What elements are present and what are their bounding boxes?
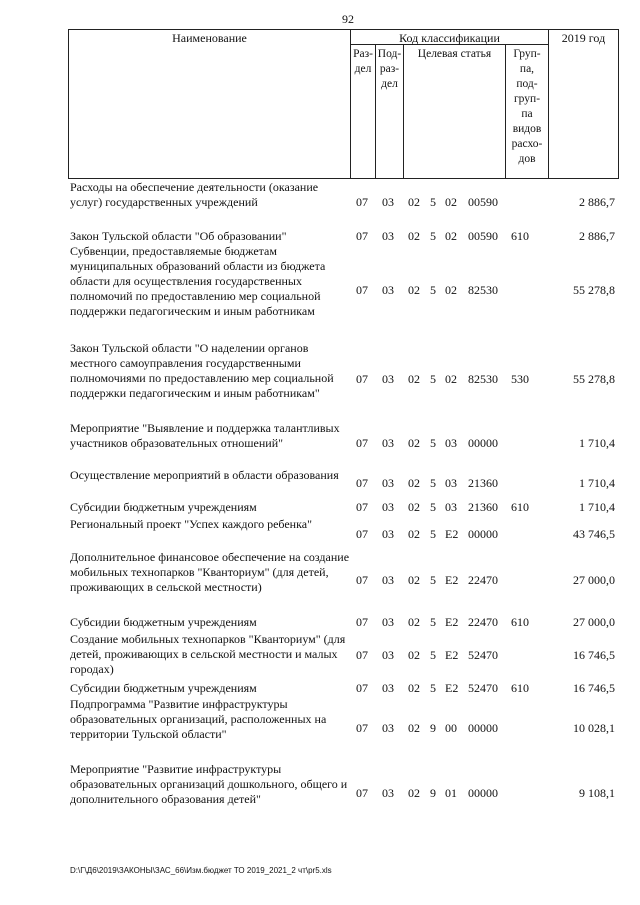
row-name: Закон Тульской области "Об образовании": [70, 229, 287, 243]
row-vid: 610: [511, 615, 529, 629]
row-name: Субвенции, предоставляемые бюджетам муниципальных образований области из бюджета области для осуществления государственных полномочий по предоставлению мер социальной поддержки педагогическим и иным работникам: [70, 244, 326, 318]
row-cs4: 21360: [468, 476, 498, 490]
row-cs3: 01: [445, 786, 457, 800]
row-cs1: 02: [408, 436, 420, 450]
row-cs1: 02: [408, 476, 420, 490]
row-cs1: 02: [408, 195, 420, 209]
row-amount: 1 710,4: [579, 476, 615, 490]
row-cs4: 00000: [468, 786, 498, 800]
row-cs2: 5: [430, 573, 436, 587]
row-podrazdel: 03: [382, 500, 394, 514]
row-razdel: 07: [356, 436, 368, 450]
row-amount: 16 746,5: [573, 648, 615, 662]
header-subsection: Под- раз- дел: [377, 48, 402, 90]
row-razdel: 07: [356, 615, 368, 629]
row-cs2: 9: [430, 721, 436, 735]
row-name: Субсидии бюджетным учреждениям: [70, 500, 257, 514]
row-amount: 55 278,8: [573, 372, 615, 386]
row-cs1: 02: [408, 648, 420, 662]
row-podrazdel: 03: [382, 681, 394, 695]
row-cs1: 02: [408, 372, 420, 386]
row-cs4: 21360: [468, 500, 498, 514]
row-vid: 610: [511, 229, 529, 243]
row-cs3: E2: [445, 573, 459, 587]
row-cs2: 5: [430, 195, 436, 209]
row-name: Осуществление мероприятий в области образования: [70, 468, 339, 482]
row-cs3: 03: [445, 476, 457, 490]
row-cs1: 02: [408, 615, 420, 629]
row-podrazdel: 03: [382, 436, 394, 450]
row-amount: 10 028,1: [573, 721, 615, 735]
row-cs1: 02: [408, 721, 420, 735]
row-cs2: 5: [430, 681, 436, 695]
row-cs3: 02: [445, 372, 457, 386]
row-amount: 43 746,5: [573, 527, 615, 541]
row-podrazdel: 03: [382, 786, 394, 800]
row-cs3: E2: [445, 615, 459, 629]
row-razdel: 07: [356, 573, 368, 587]
row-cs4: 00590: [468, 229, 498, 243]
row-cs4: 52470: [468, 648, 498, 662]
page-number: 92: [342, 12, 354, 26]
row-amount: 16 746,5: [573, 681, 615, 695]
row-podrazdel: 03: [382, 648, 394, 662]
row-cs4: 82530: [468, 372, 498, 386]
row-cs4: 82530: [468, 283, 498, 297]
row-cs1: 02: [408, 786, 420, 800]
row-podrazdel: 03: [382, 573, 394, 587]
row-razdel: 07: [356, 476, 368, 490]
row-cs3: E2: [445, 681, 459, 695]
row-vid: 610: [511, 500, 529, 514]
row-cs4: 00000: [468, 527, 498, 541]
row-cs2: 5: [430, 615, 436, 629]
row-name: Закон Тульской области "О наделении органов местного самоуправления государственными полномочиями по предоставлению мер социальной поддержки педагогическим и иным работникам": [70, 341, 334, 400]
row-razdel: 07: [356, 283, 368, 297]
header-target: Целевая статья: [417, 48, 492, 60]
header-year: 2019 год: [561, 31, 606, 45]
row-cs3: 00: [445, 721, 457, 735]
row-cs3: E2: [445, 648, 459, 662]
row-vid: 610: [511, 681, 529, 695]
row-cs3: 02: [445, 195, 457, 209]
row-podrazdel: 03: [382, 229, 394, 243]
row-podrazdel: 03: [382, 527, 394, 541]
row-podrazdel: 03: [382, 721, 394, 735]
row-cs1: 02: [408, 229, 420, 243]
row-cs1: 02: [408, 283, 420, 297]
row-vid: 530: [511, 372, 529, 386]
row-cs4: 00590: [468, 195, 498, 209]
row-podrazdel: 03: [382, 195, 394, 209]
row-cs2: 5: [430, 283, 436, 297]
row-podrazdel: 03: [382, 476, 394, 490]
row-cs4: 22470: [468, 573, 498, 587]
row-cs3: 03: [445, 436, 457, 450]
row-razdel: 07: [356, 195, 368, 209]
row-cs4: 00000: [468, 436, 498, 450]
row-razdel: 07: [356, 681, 368, 695]
header-classification: Код классификации: [399, 31, 500, 45]
row-cs4: 22470: [468, 615, 498, 629]
row-name: Расходы на обеспечение деятельности (оказание услуг) государственных учреждений: [70, 180, 319, 209]
row-cs2: 5: [430, 500, 436, 514]
row-cs4: 00000: [468, 721, 498, 735]
row-amount: 2 886,7: [579, 229, 615, 243]
header-expense-group: Груп- па, под- груп- па видов расхо- дов: [511, 48, 543, 165]
row-name: Субсидии бюджетным учреждениям: [70, 681, 257, 695]
row-amount: 1 710,4: [579, 500, 615, 514]
row-name: Дополнительное финансовое обеспечение на создание мобильных технопарков "Кванториум" (для детей, проживающих в сельской местности): [70, 550, 350, 594]
row-cs3: E2: [445, 527, 459, 541]
row-cs1: 02: [408, 527, 420, 541]
row-razdel: 07: [356, 648, 368, 662]
row-name: Мероприятие "Развитие инфраструктуры образовательных организаций дошкольного, общего и дополнительного образования детей": [70, 762, 348, 806]
row-cs2: 5: [430, 436, 436, 450]
row-amount: 27 000,0: [573, 615, 615, 629]
row-razdel: 07: [356, 786, 368, 800]
row-amount: 1 710,4: [579, 436, 615, 450]
row-cs2: 5: [430, 229, 436, 243]
row-cs2: 5: [430, 372, 436, 386]
row-name: Региональный проект "Успех каждого ребенка": [70, 517, 312, 531]
row-name: Мероприятие "Выявление и поддержка талантливых участников образовательных отношений": [70, 421, 340, 450]
row-cs2: 9: [430, 786, 436, 800]
header-name: Наименование: [172, 31, 247, 45]
row-amount: 27 000,0: [573, 573, 615, 587]
row-cs4: 52470: [468, 681, 498, 695]
row-cs1: 02: [408, 573, 420, 587]
row-name: Создание мобильных технопарков "Кванториум" (для детей, проживающих в сельской местности и малых городах): [70, 632, 346, 676]
row-cs3: 02: [445, 283, 457, 297]
row-razdel: 07: [356, 229, 368, 243]
row-razdel: 07: [356, 372, 368, 386]
row-cs2: 5: [430, 527, 436, 541]
row-cs3: 03: [445, 500, 457, 514]
file-path-footer: D:\Г\Д6\2019\ЗАКОНЫ\ЗАС_66\Изм.бюджет ТО 2019_2021_2 чт\pr5.xls: [70, 866, 332, 875]
row-razdel: 07: [356, 721, 368, 735]
row-amount: 9 108,1: [579, 786, 615, 800]
row-name: Субсидии бюджетным учреждениям: [70, 615, 257, 629]
row-amount: 2 886,7: [579, 195, 615, 209]
row-podrazdel: 03: [382, 615, 394, 629]
row-cs3: 02: [445, 229, 457, 243]
row-name: Подпрограмма "Развитие инфраструктуры образовательных организаций, расположенных на территории Тульской области": [70, 697, 327, 741]
row-amount: 55 278,8: [573, 283, 615, 297]
row-cs2: 5: [430, 476, 436, 490]
row-razdel: 07: [356, 527, 368, 541]
row-cs2: 5: [430, 648, 436, 662]
row-cs1: 02: [408, 500, 420, 514]
row-podrazdel: 03: [382, 283, 394, 297]
row-razdel: 07: [356, 500, 368, 514]
row-cs1: 02: [408, 681, 420, 695]
header-section: Раз- дел: [353, 48, 373, 75]
row-podrazdel: 03: [382, 372, 394, 386]
